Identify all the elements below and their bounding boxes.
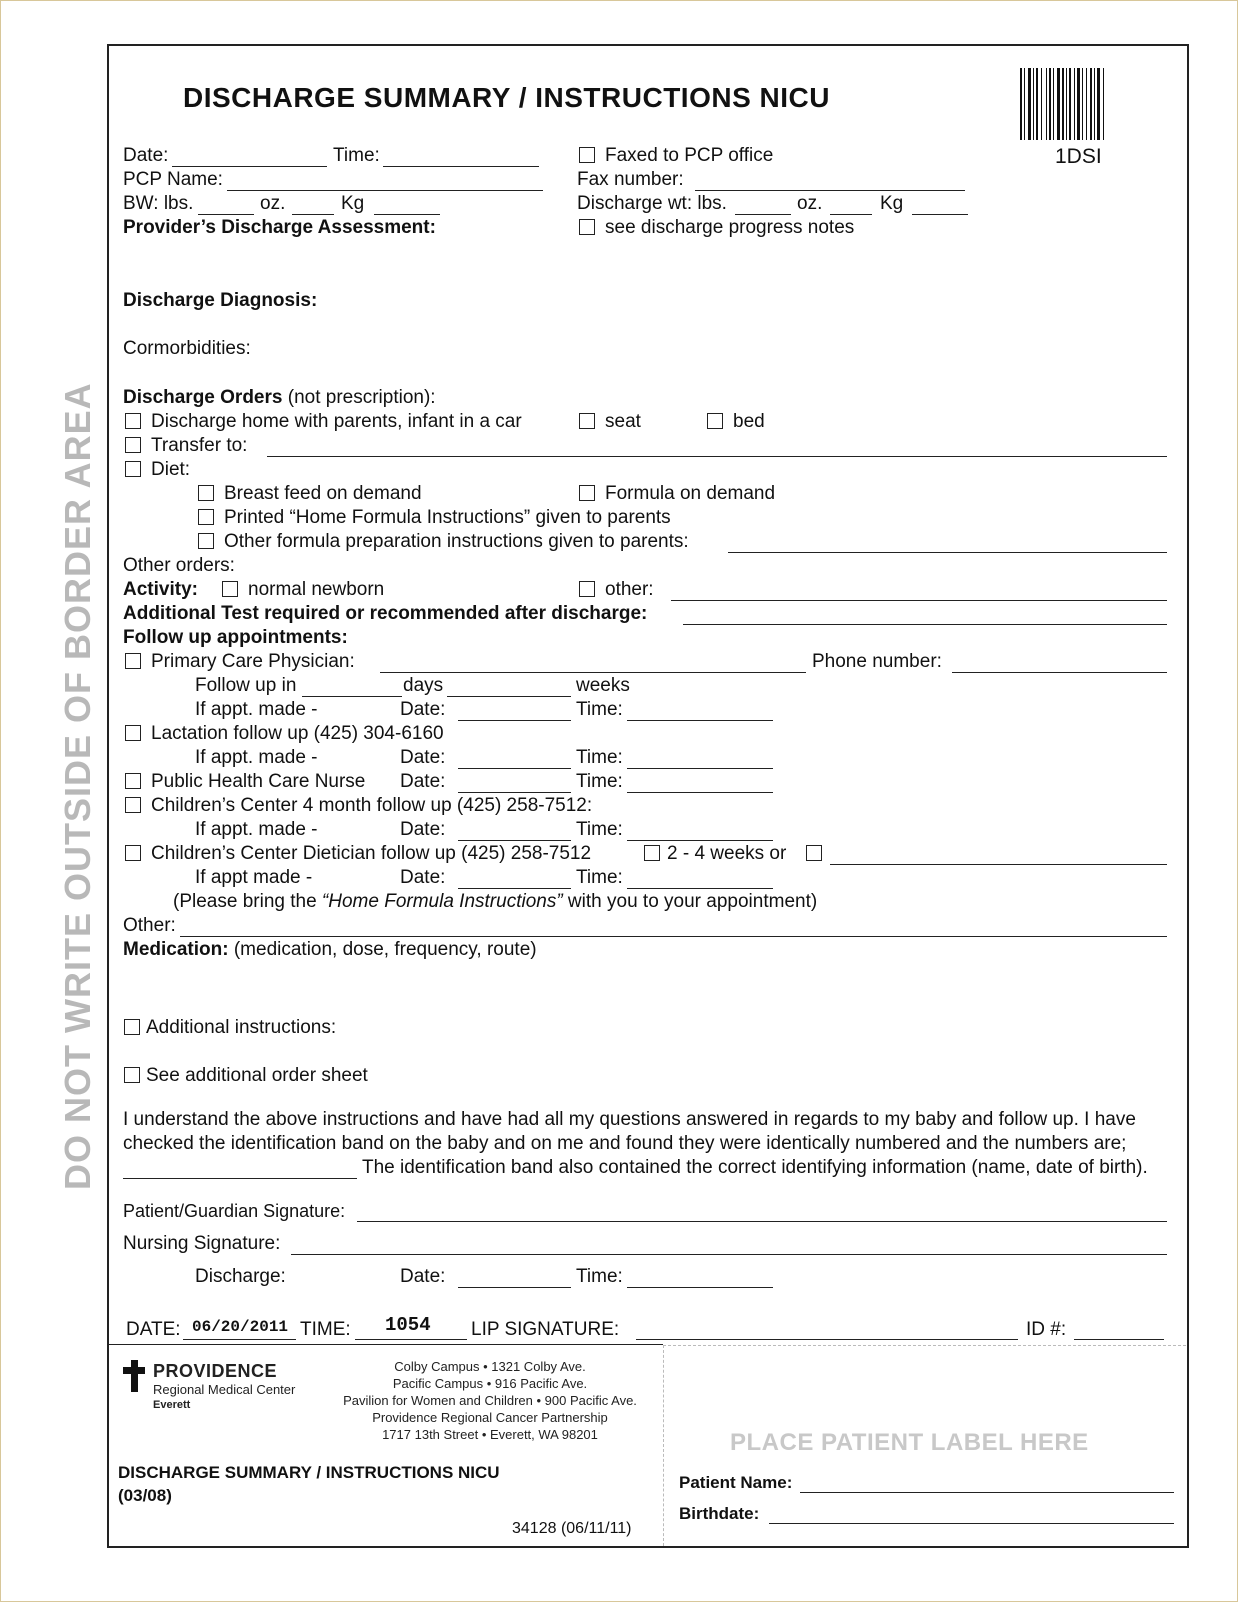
days-label: days	[403, 675, 444, 696]
bw-label: BW: lbs.	[123, 193, 194, 214]
pcp-time-field[interactable]	[627, 720, 773, 721]
barcode-bar	[1103, 68, 1104, 140]
discharge-wt-oz-field[interactable]	[830, 214, 872, 215]
other-field[interactable]	[180, 936, 1167, 937]
brand-name: PROVIDENCE	[153, 1361, 278, 1381]
dietician-time-field[interactable]	[627, 888, 773, 889]
activity-other-checkbox[interactable]	[579, 581, 595, 597]
lactation-checkbox[interactable]	[125, 725, 141, 741]
bw-kg-field[interactable]	[374, 214, 440, 215]
dietician-date-label: Date:	[400, 867, 446, 888]
activity-other-option[interactable]: other:	[579, 579, 654, 601]
car-bed-checkbox[interactable]	[707, 413, 723, 429]
transfer-field[interactable]	[267, 456, 1167, 457]
footer-divider	[108, 1344, 663, 1345]
id-label: ID #:	[1026, 1319, 1067, 1340]
other-label: Other:	[123, 915, 176, 936]
discharge-wt-lbs-field[interactable]	[735, 214, 791, 215]
discharge-time-label: Time:	[576, 1266, 623, 1287]
dietician-other-checkbox[interactable]	[806, 845, 822, 861]
footer-form-title: DISCHARGE SUMMARY / INSTRUCTIONS NICU	[118, 1463, 500, 1482]
weeks-label: weeks	[576, 675, 630, 696]
brand-sub2: Everett	[153, 1399, 191, 1411]
two-four-weeks-option[interactable]: 2 - 4 weeks or	[644, 843, 786, 865]
childrens-time-field[interactable]	[627, 840, 773, 841]
see-notes-checkbox[interactable]	[579, 219, 595, 235]
barcode-bar	[1097, 68, 1100, 140]
additional-instructions-option[interactable]: Additional instructions:	[124, 1017, 336, 1039]
address-line-2: Pacific Campus • 916 Pacific Ave.	[392, 1376, 588, 1391]
other-orders-label: Other orders:	[123, 555, 235, 576]
lactation-time-field[interactable]	[627, 768, 773, 769]
fax-number-field[interactable]	[695, 190, 965, 191]
discharge-label: Discharge:	[195, 1266, 286, 1287]
follow-up-in-label: Follow up in	[195, 675, 297, 696]
border-warning: DO NOT WRITE OUTSIDE OF BORDER AREA	[57, 382, 98, 1190]
two-four-weeks-checkbox[interactable]	[644, 845, 660, 861]
place-label-text: PLACE PATIENT LABEL HERE	[730, 1429, 1089, 1456]
see-additional-option[interactable]: See additional order sheet	[124, 1065, 368, 1087]
activity-label: Activity:	[123, 579, 198, 600]
barcode-image	[1020, 68, 1138, 140]
barcode-bar	[1082, 68, 1083, 140]
additional-instructions-checkbox[interactable]	[124, 1019, 140, 1035]
follow-up-days-field[interactable]	[302, 696, 402, 697]
formula-demand-checkbox[interactable]	[579, 485, 595, 501]
lactation-date-field[interactable]	[458, 768, 571, 769]
phone-field[interactable]	[952, 672, 1167, 673]
childrens-date-field[interactable]	[458, 840, 571, 841]
dietician-option[interactable]: Children’s Center Dietician follow up (425) 258-7512	[125, 843, 591, 865]
patient-signature-label: Patient/Guardian Signature:	[123, 1201, 346, 1221]
barcode-bar	[1074, 68, 1075, 140]
form-title: DISCHARGE SUMMARY / INSTRUCTIONS NICU	[183, 82, 830, 113]
address-line-5: 1717 13th Street • Everett, WA 98201	[382, 1427, 598, 1442]
understand-line-3: The identification band also contained the correct identifying information (name, date of birth).	[362, 1157, 1148, 1178]
date-label: Date:	[123, 145, 169, 166]
barcode-bar	[1036, 68, 1038, 140]
provider-assessment-label: Provider’s Discharge Assessment:	[123, 217, 436, 238]
discharge-wt-kg-field[interactable]	[912, 214, 968, 215]
lactation-appt-made-label: If appt. made -	[195, 747, 318, 768]
address-line-4: Providence Regional Cancer Partnership	[372, 1410, 608, 1425]
date-field[interactable]	[172, 166, 327, 167]
car-seat-checkbox[interactable]	[579, 413, 595, 429]
time-label: Time:	[333, 145, 380, 166]
printed-home-formula-checkbox[interactable]	[198, 509, 214, 525]
diet-option[interactable]: Diet:	[125, 459, 190, 481]
footer-time-label: TIME:	[300, 1319, 351, 1340]
car-bed-option[interactable]: bed	[707, 411, 765, 433]
printed-home-formula-option[interactable]: Printed “Home Formula Instructions” given to parents	[198, 507, 671, 529]
footer-date-label: DATE:	[126, 1319, 181, 1340]
barcode-bar	[1094, 68, 1095, 140]
footer-date-value: 06/20/2011	[192, 1318, 289, 1336]
nursing-signature-field[interactable]	[291, 1254, 1167, 1255]
public-health-date-field[interactable]	[458, 792, 571, 793]
lactation-option[interactable]: Lactation follow up (425) 304-6160	[125, 723, 444, 745]
pcp-checkbox[interactable]	[125, 653, 141, 669]
patient-name-label: Patient Name:	[679, 1473, 793, 1492]
discharge-date-field[interactable]	[458, 1287, 571, 1288]
address-line-3: Pavilion for Women and Children • 900 Pacific Ave.	[343, 1393, 637, 1408]
public-health-date-label: Date:	[400, 771, 446, 792]
bw-oz-label: oz.	[260, 193, 286, 214]
public-health-option[interactable]: Public Health Care Nurse	[125, 771, 365, 793]
dietician-time-label: Time:	[576, 867, 623, 888]
patient-name-field[interactable]	[800, 1492, 1174, 1493]
follow-up-weeks-field[interactable]	[447, 696, 571, 697]
discharge-wt-label: Discharge wt: lbs.	[577, 193, 727, 214]
dietician-other-field[interactable]	[830, 864, 1167, 865]
transfer-option[interactable]: Transfer to:	[125, 435, 247, 457]
address-line-1: Colby Campus • 1321 Colby Ave.	[394, 1359, 586, 1374]
time-field[interactable]	[383, 166, 539, 167]
barcode-bar	[1028, 68, 1031, 140]
lactation-date-label: Date:	[400, 747, 446, 768]
understand-line-1: I understand the above instructions and have had all my questions answered in regards to my baby and follow up. I have	[123, 1109, 1136, 1130]
bw-oz-field[interactable]	[292, 214, 334, 215]
comorbidities-label: Cormorbidities:	[123, 338, 251, 359]
barcode-bar	[1086, 68, 1087, 140]
faxed-checkbox[interactable]	[579, 147, 595, 163]
id-band-number-field[interactable]	[123, 1178, 357, 1179]
barcode-code: 1DSI	[1055, 145, 1102, 168]
formula-demand-option[interactable]: Formula on demand	[579, 483, 775, 505]
pcp-name-field[interactable]	[227, 190, 543, 191]
other-formula-field[interactable]	[728, 552, 1167, 553]
footer-form-rev: (03/08)	[118, 1486, 172, 1505]
breast-feed-checkbox[interactable]	[198, 485, 214, 501]
form-number: 34128 (06/11/11)	[512, 1520, 632, 1537]
barcode-bar	[1041, 68, 1042, 140]
understand-line-2: checked the identification band on the baby and on me and found they were identically numbered and the numbers are;	[123, 1133, 1127, 1154]
barcode-bar	[1077, 68, 1080, 140]
barcode-bar	[1057, 68, 1060, 140]
home-parents-option[interactable]: Discharge home with parents, infant in a car	[125, 411, 522, 433]
patient-signature-field[interactable]	[357, 1221, 1167, 1222]
dietician-checkbox[interactable]	[125, 845, 141, 861]
pcp-date-label: Date:	[400, 699, 446, 720]
discharge-wt-oz-label: oz.	[797, 193, 823, 214]
pcp-name-label: PCP Name:	[123, 169, 223, 190]
lip-signature-label: LIP SIGNATURE:	[471, 1319, 620, 1340]
id-field[interactable]	[1074, 1339, 1164, 1340]
public-health-time-field[interactable]	[627, 792, 773, 793]
discharge-orders-heading: Discharge Orders (not prescription):	[123, 387, 436, 408]
childrens-4month-checkbox[interactable]	[125, 797, 141, 813]
discharge-wt-kg-label: Kg	[880, 193, 904, 214]
nursing-signature-label: Nursing Signature:	[123, 1233, 281, 1254]
bw-kg-label: Kg	[341, 193, 365, 214]
barcode-bar	[1020, 68, 1022, 140]
other-formula-option[interactable]: Other formula preparation instructions given to parents:	[198, 531, 689, 553]
see-notes-option[interactable]: see discharge progress notes	[579, 217, 854, 239]
childrens-appt-made-label: If appt. made -	[195, 819, 318, 840]
footer-time-field[interactable]	[355, 1339, 467, 1340]
normal-newborn-option[interactable]: normal newborn	[222, 579, 384, 601]
barcode-bar	[1090, 68, 1092, 140]
activity-other-field[interactable]	[671, 600, 1167, 601]
dietician-other-option[interactable]	[806, 843, 832, 865]
lactation-time-label: Time:	[576, 747, 623, 768]
transfer-checkbox[interactable]	[125, 437, 141, 453]
discharge-diagnosis-label: Discharge Diagnosis:	[123, 290, 318, 311]
barcode-bar	[1024, 68, 1025, 140]
dietician-appt-made-label: If appt made -	[195, 867, 313, 888]
home-parents-checkbox[interactable]	[125, 413, 141, 429]
additional-test-label: Additional Test required or recommended after discharge:	[123, 603, 648, 624]
barcode-bar	[1033, 68, 1034, 140]
bw-lbs-field[interactable]	[198, 214, 254, 215]
dietician-date-field[interactable]	[458, 888, 571, 889]
pcp-option[interactable]: Primary Care Physician:	[125, 651, 355, 673]
diet-checkbox[interactable]	[125, 461, 141, 477]
follow-up-heading: Follow up appointments:	[123, 627, 348, 648]
phone-label: Phone number:	[812, 651, 942, 672]
providence-cross-icon	[123, 1360, 145, 1392]
bring-instructions-note: (Please bring the “Home Formula Instructions” with you to your appointment)	[173, 891, 818, 912]
birthdate-label: Birthdate:	[679, 1504, 760, 1523]
discharge-time-field[interactable]	[627, 1287, 773, 1288]
childrens-4month-option[interactable]: Children’s Center 4 month follow up (425) 258-7512:	[125, 795, 592, 817]
pcp-field[interactable]	[380, 672, 806, 673]
barcode-bar	[1053, 68, 1054, 140]
faxed-option[interactable]: Faxed to PCP office	[579, 145, 773, 167]
brand-sub1: Regional Medical Center	[153, 1382, 296, 1397]
breast-feed-option[interactable]: Breast feed on demand	[198, 483, 422, 505]
barcode-bar	[1046, 68, 1047, 140]
childrens-date-label: Date:	[400, 819, 446, 840]
birthdate-field[interactable]	[769, 1523, 1174, 1524]
childrens-time-label: Time:	[576, 819, 623, 840]
barcode-bar	[1062, 68, 1064, 140]
public-health-checkbox[interactable]	[125, 773, 141, 789]
discharge-date-label: Date:	[400, 1266, 446, 1287]
footer-time-value: 1054	[385, 1314, 431, 1336]
pcp-appt-made-label: If appt. made -	[195, 699, 318, 720]
barcode-bar	[1049, 68, 1051, 140]
normal-newborn-checkbox[interactable]	[222, 581, 238, 597]
barcode-bar	[1069, 68, 1071, 140]
other-formula-checkbox[interactable]	[198, 533, 214, 549]
car-seat-option[interactable]: seat	[579, 411, 641, 433]
see-additional-checkbox[interactable]	[124, 1067, 140, 1083]
additional-test-field[interactable]	[683, 624, 1167, 625]
footer-date-field[interactable]	[183, 1339, 296, 1340]
barcode-bar	[1066, 68, 1067, 140]
pcp-date-field[interactable]	[458, 720, 571, 721]
lip-signature-field[interactable]	[636, 1339, 1018, 1340]
public-health-time-label: Time:	[576, 771, 623, 792]
pcp-time-label: Time:	[576, 699, 623, 720]
fax-number-label: Fax number:	[577, 169, 684, 190]
medication-label: Medication: (medication, dose, frequency, route)	[123, 939, 537, 960]
